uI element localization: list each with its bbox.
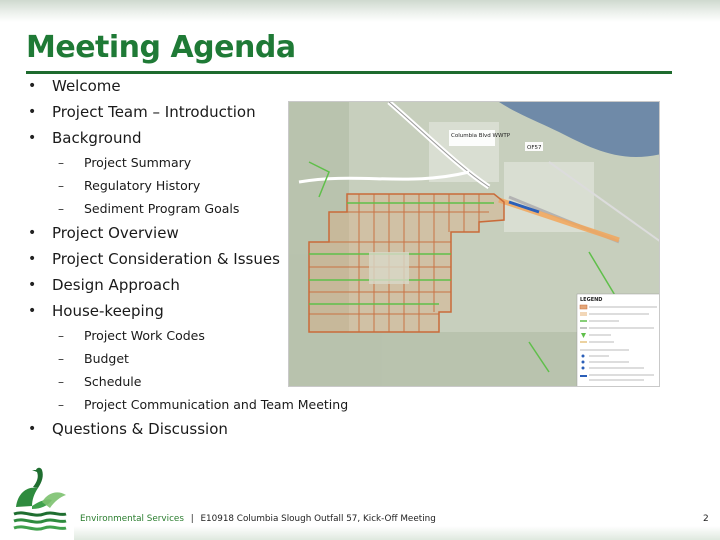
agenda-item bbox=[28, 420, 228, 438]
bullet: • bbox=[28, 78, 37, 94]
bullet: • bbox=[28, 277, 37, 293]
dash: – bbox=[58, 178, 64, 193]
agenda-subitem bbox=[58, 351, 129, 366]
agenda-subitem bbox=[58, 155, 191, 170]
top-gradient-band bbox=[0, 0, 720, 22]
dash: – bbox=[58, 397, 64, 412]
agenda-item-label: Project Overview bbox=[52, 224, 179, 242]
bullet: • bbox=[28, 303, 37, 319]
agenda-item-label: Project Consideration & Issues bbox=[52, 250, 280, 268]
footer-caption bbox=[80, 514, 436, 524]
agenda-subitem-label: Regulatory History bbox=[84, 178, 201, 193]
agenda-item-label: House-keeping bbox=[52, 302, 164, 320]
slide-title: Meeting Agenda bbox=[26, 30, 296, 65]
map-legend-title: LEGEND bbox=[580, 297, 603, 303]
agenda-subitem-label: Project Work Codes bbox=[84, 328, 205, 343]
agenda-subitem-label: Project Communication and Team Meeting bbox=[84, 397, 349, 412]
agenda-item bbox=[28, 129, 142, 147]
footer-gradient-band bbox=[74, 526, 720, 540]
agenda-subitem bbox=[58, 178, 200, 193]
page-number: 2 bbox=[703, 514, 709, 524]
bullet: • bbox=[28, 225, 37, 241]
bullet: • bbox=[28, 251, 37, 267]
footer-org: Environmental Services bbox=[80, 514, 184, 524]
project-area-map bbox=[288, 101, 660, 387]
agenda-item-label: Design Approach bbox=[52, 276, 180, 294]
heron-logo-icon bbox=[8, 462, 70, 534]
title-divider bbox=[26, 71, 672, 74]
agenda-item bbox=[28, 250, 280, 268]
agenda-item-label: Questions & Discussion bbox=[52, 420, 228, 438]
agenda-item bbox=[28, 224, 179, 242]
dash: – bbox=[58, 155, 64, 170]
agenda-item-label: Welcome bbox=[52, 77, 121, 95]
agenda-subitem-label: Sediment Program Goals bbox=[84, 201, 240, 216]
agenda-subitem-label: Project Summary bbox=[84, 155, 192, 170]
agenda-item-label: Background bbox=[52, 129, 142, 147]
agenda-subitem bbox=[58, 201, 239, 216]
dash: – bbox=[58, 351, 64, 366]
dash: – bbox=[58, 201, 64, 216]
footer-project: E10918 Columbia Slough Outfall 57, Kick-Off Meeting bbox=[200, 514, 436, 524]
footer-separator: | bbox=[190, 514, 194, 524]
bullet: • bbox=[28, 421, 37, 437]
agenda-subitem-label: Schedule bbox=[84, 374, 142, 389]
agenda-item bbox=[28, 103, 256, 121]
agenda-subitem bbox=[58, 374, 141, 389]
agenda-subitem bbox=[58, 328, 205, 343]
map-label-wwtp: Columbia Blvd WWTP bbox=[451, 133, 511, 139]
environmental-services-logo bbox=[8, 462, 70, 534]
agenda-subitem bbox=[58, 397, 348, 412]
map-label-outfall: OF57 bbox=[527, 145, 542, 151]
agenda-item-label: Project Team – Introduction bbox=[52, 103, 256, 121]
dash: – bbox=[58, 328, 64, 343]
agenda-item bbox=[28, 276, 180, 294]
agenda-subitem-label: Budget bbox=[84, 351, 129, 366]
bullet: • bbox=[28, 104, 37, 120]
agenda-item bbox=[28, 302, 164, 320]
dash: – bbox=[58, 374, 64, 389]
map-graphic bbox=[289, 102, 660, 387]
bullet: • bbox=[28, 130, 37, 146]
agenda-item bbox=[28, 77, 121, 95]
